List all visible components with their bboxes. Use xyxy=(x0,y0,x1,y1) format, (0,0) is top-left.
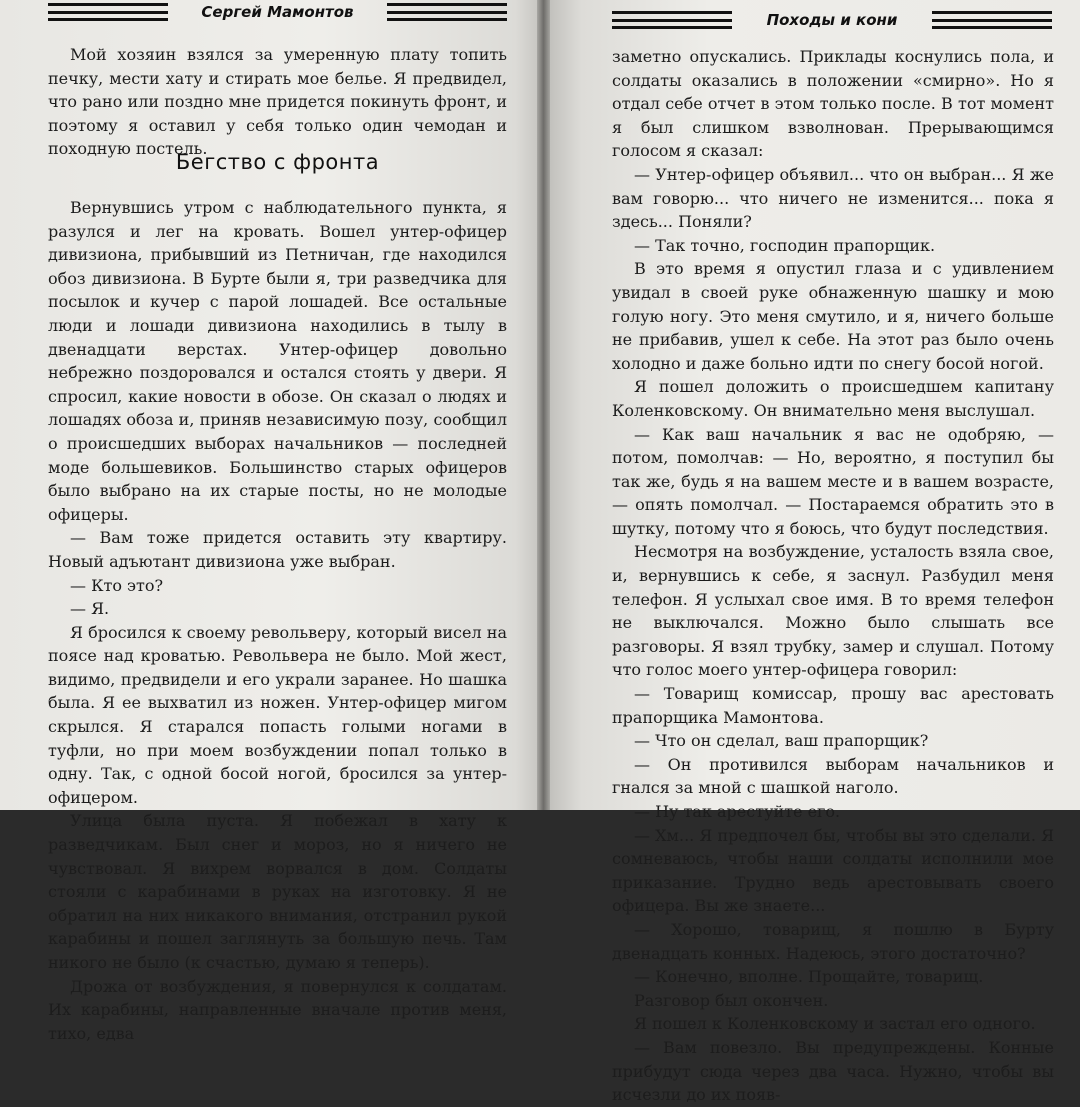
paragraph: — Вам тоже придется оставить эту квартиру. Новый адъютант дивизиона уже выбран. xyxy=(48,528,507,571)
right-running-header xyxy=(612,8,1052,32)
left-running-head: Сергей Мамонтов xyxy=(201,3,354,21)
paragraph: Я пошел к Коленковскому и застал его одного. xyxy=(634,1014,1036,1034)
paragraph: — Унтер-офицер объявил... что он выбран... Я же вам говорю... что ничего не изменится... пока я здесь... Поняли? xyxy=(612,164,1054,232)
paragraph: Вернувшись утром с наблюдательного пункта, я разулся и лег на кровать. Вошел унтер-офицер дивизиона, прибывший из Петничан, где находился обоз дивизиона. В Бурте были я, три разведчика для посылок и кучер с парой лошадей. Все остальные люди и лошади дивизиона находились в тылу в двенадцати верстах. Унтер-офицер довольно небрежно поздоровался и остался стоять у двери. Я спросил, какие новости в обозе. Он сказал о людях и лошадях обоза и, приняв независимую позу, сообщил о происшедших выборах начальников — последней моде большевиков. Большинство старых офицеров было выбрано на их старые посты, но не молодые офицеры. xyxy=(48,198,507,524)
left-body-text xyxy=(48,196,507,1045)
paragraph: — Хм... Я предпочел бы, чтобы вы это сделали. Я сомневаюсь, чтобы наши солдаты исполнили мое приказание. Трудно ведь арестовывать своего офицера. Вы же знаете... xyxy=(612,825,1054,916)
header-ornament-left xyxy=(48,3,168,21)
paragraph: Разговор был окончен. xyxy=(634,990,829,1010)
paragraph: — Конечно, вполне. Прощайте, товарищ. xyxy=(634,967,984,987)
paragraph: В это время я опустил глаза и с удивлением увидал в своей руке обнаженную шашку и мою голую ногу. Это меня смутило, и я, ничего больше не прибавив, ушел к себе. На этот раз было очень холодно и даже больно идти по снегу босой ногой. xyxy=(612,259,1054,373)
paragraph: Несмотря на возбуждение, усталость взяла свое, и, вернувшись к себе, я заснул. Разбудил меня телефон. Я услыхал свое имя. В то время телефон не выключался. Можно было слышать все разговоры. Я взял трубку, замер и слушал. Потому что голос моего унтер-офицера говорил: xyxy=(612,542,1054,680)
paragraph: — Хорошо, товарищ, я пошлю в Бурту двенадцать конных. Надеюсь, этого достаточно? xyxy=(612,919,1054,963)
header-ornament-right xyxy=(932,11,1052,29)
right-page xyxy=(550,0,1080,1105)
paragraph: — Кто это? xyxy=(70,575,164,595)
paragraph: Я пошел доложить о происшедшем капитану Коленковскому. Он внимательно меня выслушал. xyxy=(612,377,1054,420)
paragraph: — Что он сделал, ваш прапорщик? xyxy=(634,731,929,751)
paragraph: — Вам повезло. Вы предупреждены. Конные прибудут сюда через два часа. Нужно, чтобы вы исчезли до их появ- xyxy=(612,1037,1054,1105)
paragraph: — Товарищ комиссар, прошу вас арестовать прапорщика Мамонтова. xyxy=(612,684,1054,727)
paragraph: Я бросился к своему револьверу, который висел на поясе над кроватью. Револьвера не было. Мой жест, видимо, предвидели и его украли заранее. Но шашка была. Я ее выхватил из ножен. Унтер-офицер мигом скрылся. Я старался попасть голыми ногами в туфли, но при моем возбуждении попал только в одну. Так, с одной босой ногой, бросился за унтер-офицером. xyxy=(48,622,507,807)
left-page xyxy=(0,0,537,1043)
header-ornament-left xyxy=(612,11,732,29)
left-running-header xyxy=(48,0,507,24)
header-ornament-right xyxy=(387,3,507,21)
paragraph: — Как ваш начальник я вас не одобряю, — потом, помолчав: — Но, вероятно, я поступил бы так же, будь я на вашем месте и в вашем возрасте, — опять помолчал. — Постараемся обратить это в шутку, потому что я боюсь, что будут последствия. xyxy=(612,424,1054,538)
right-running-head: Походы и кони xyxy=(766,11,898,29)
paragraph: Дрожа от возбуждения, я повернулся к солдатам. Их карабины, направленные вначале против меня, тихо, едва xyxy=(48,976,507,1043)
paragraph: Улица была пуста. Я побежал в хату к разведчикам. Был снег и мороз, но я ничего не чувствовал. Я вихрем ворвался в дом. Солдаты стояли с карабинами в руках на изготовку. Я не обратил на них никакого внимания, отстранил рукой карабины и пошел заглянуть за большую печь. Там никого не было (к счастью, думаю я теперь). xyxy=(48,811,507,972)
paragraph: — Он противился выборам начальников и гнался за мной с шашкой наголо. xyxy=(612,754,1054,798)
chapter-title: Бегство с фронта xyxy=(175,150,380,174)
book-gutter xyxy=(537,0,550,810)
right-body-text xyxy=(612,45,1054,1107)
paragraph: — Я. xyxy=(70,599,110,619)
paragraph: заметно опускались. Приклады коснулись пола, и солдаты оказались в положении «смирно». Но я отдал себе отчет в этом только после. В тот момент я был слишком взволнован. Прерывающимся голосом я сказал: xyxy=(612,47,1054,161)
paragraph: — Ну так арестуйте его. xyxy=(634,802,841,821)
paragraph: Мой хозяин взялся за умеренную плату топить печку, мести хату и стирать мое белье. Я предвидел, что рано или поздно мне придется покинуть фронт, и поэтому я оставил у себя только один чемодан и походную постель. xyxy=(48,45,507,159)
left-intro-text xyxy=(48,43,507,161)
paragraph: — Так точно, господин прапорщик. xyxy=(634,235,936,255)
